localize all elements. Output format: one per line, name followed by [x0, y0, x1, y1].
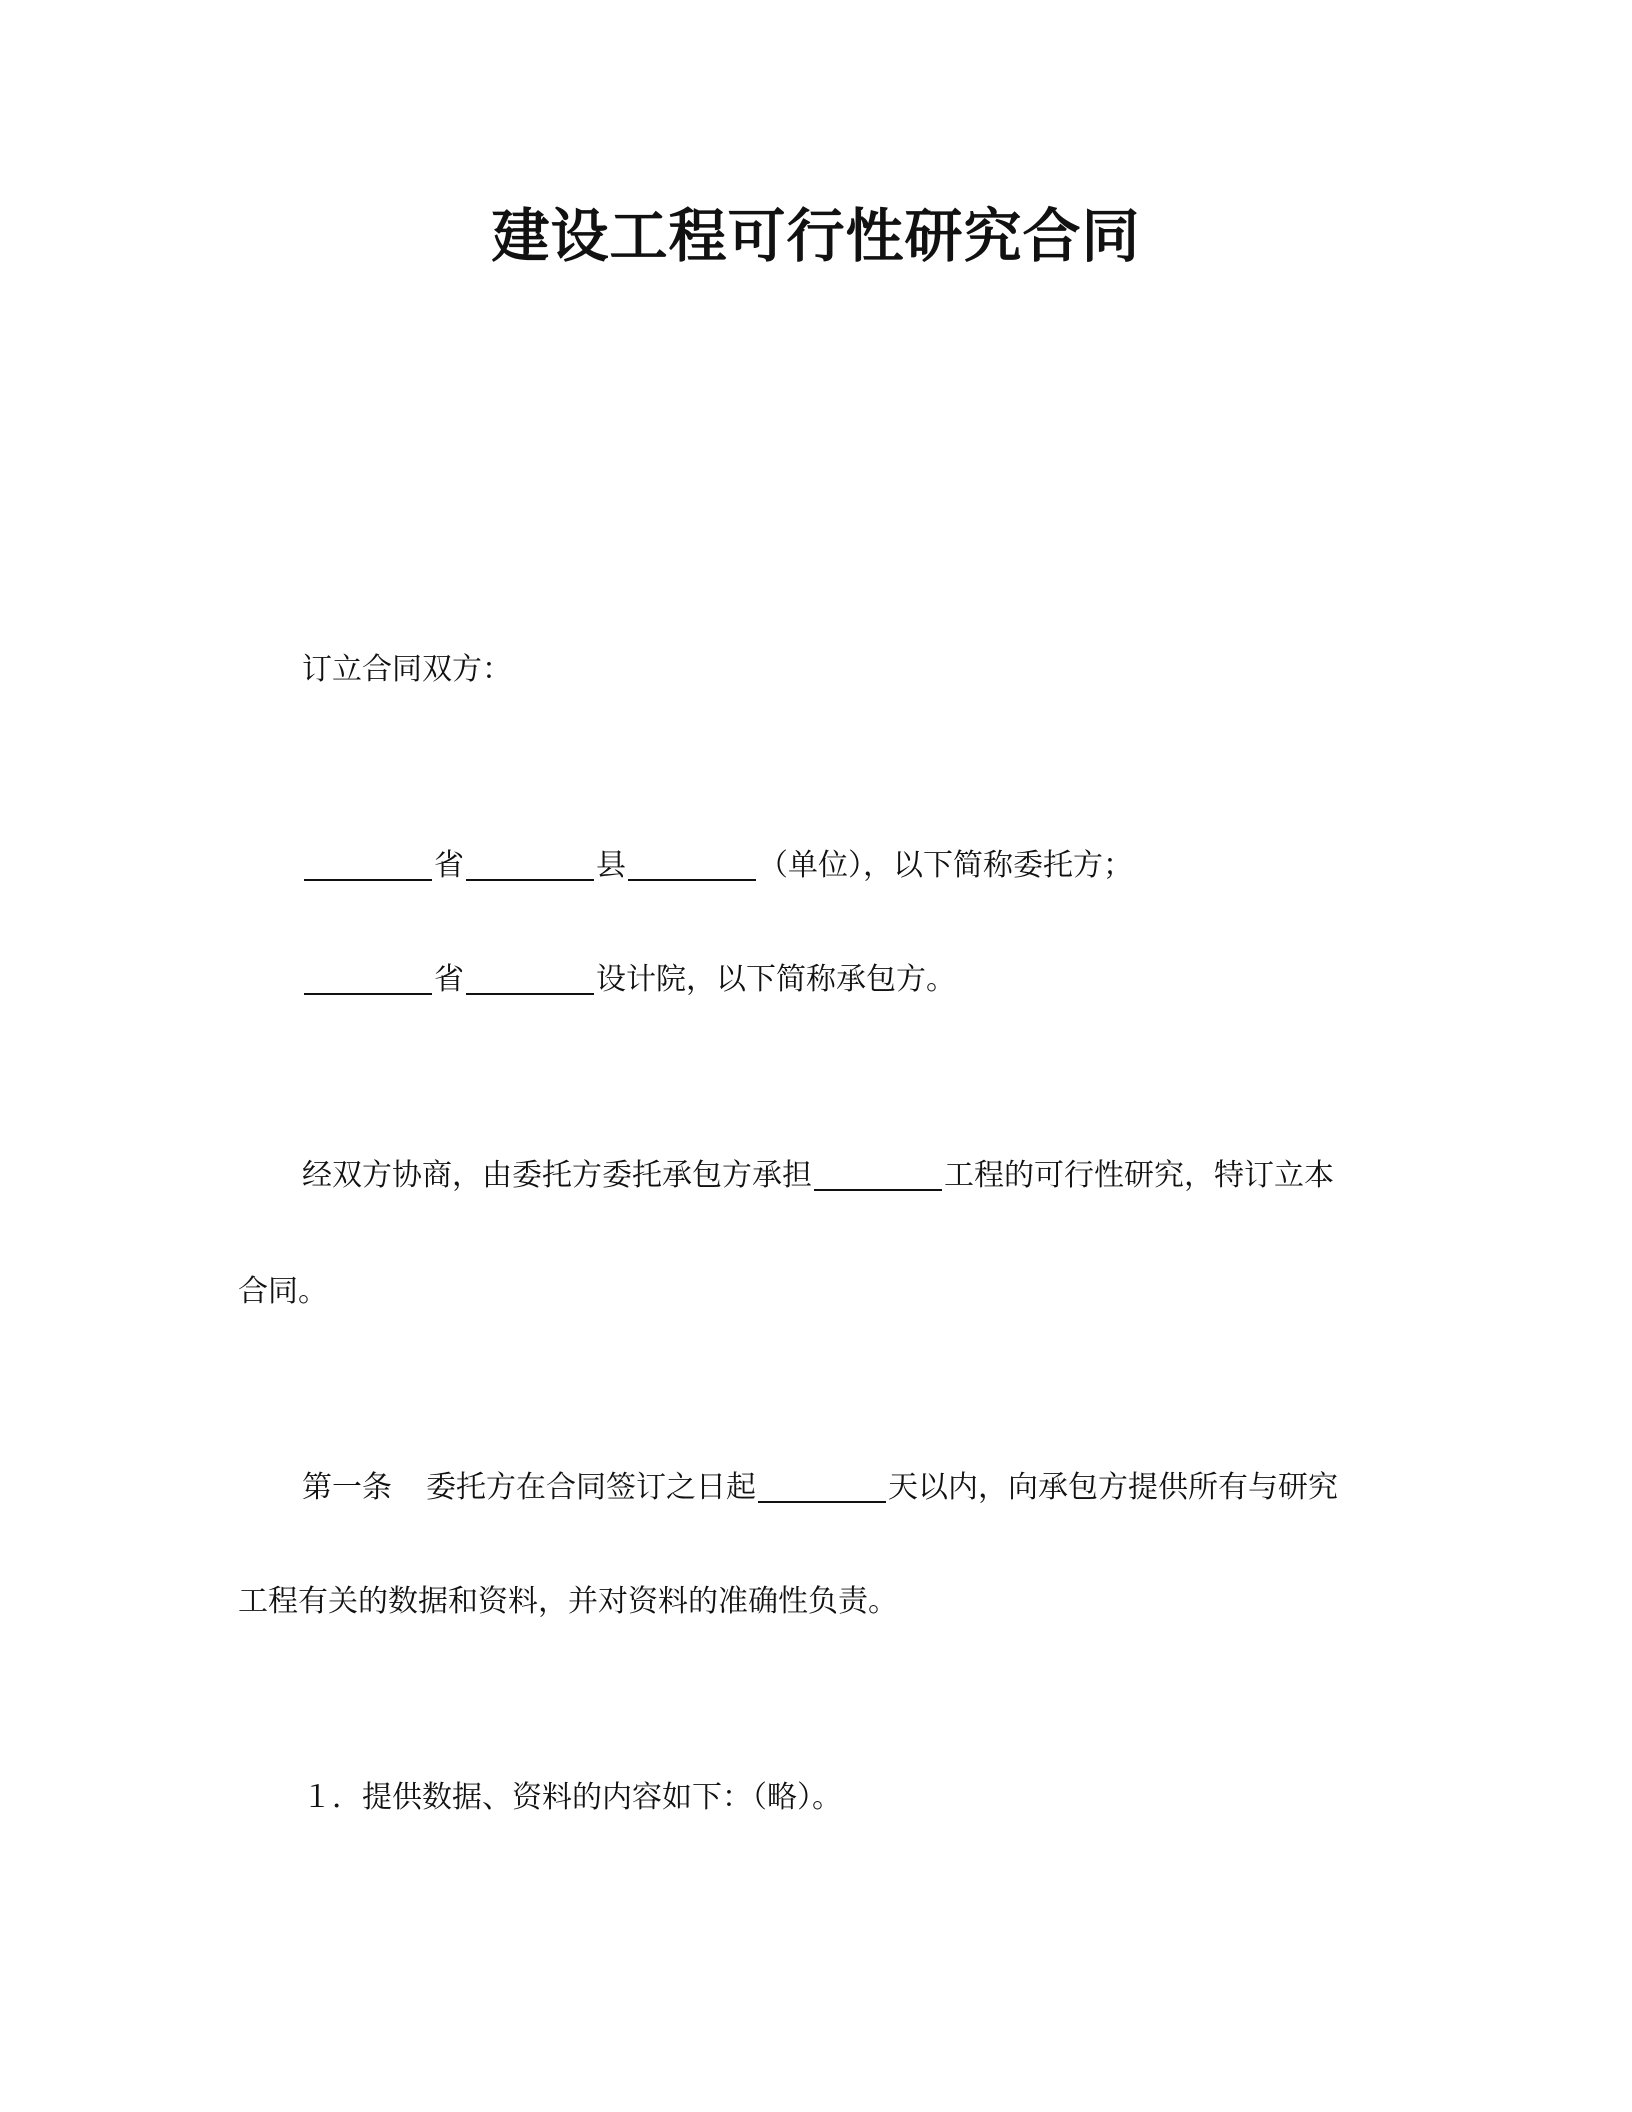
party-b-institute: 设计院，以下简称承包方。	[596, 962, 956, 997]
article1-label: 第一条	[302, 1470, 392, 1505]
intro-line-2: 合同。	[238, 1274, 328, 1309]
party-a-county: 县	[596, 848, 626, 883]
intro-line-1	[302, 1154, 1334, 1198]
blank-field	[304, 963, 432, 995]
article1-end: 天以内，向承包方提供所有与研究	[888, 1470, 1338, 1505]
party-b-line	[302, 958, 956, 1002]
document-title: 建设工程可行性研究合同	[491, 202, 1141, 270]
article1-start: 委托方在合同签订之日起	[426, 1470, 756, 1505]
article1-line-2: 工程有关的数据和资料，并对资料的准确性负责。	[238, 1584, 898, 1619]
blank-field	[628, 849, 756, 881]
blank-field	[466, 963, 594, 995]
blank-field	[758, 1471, 886, 1503]
intro-start: 经双方协商，由委托方委托承包方承担	[302, 1158, 812, 1193]
intro-end: 工程的可行性研究，特订立本	[944, 1158, 1334, 1193]
blank-field	[466, 849, 594, 881]
blank-field	[814, 1159, 942, 1191]
parties-heading: 订立合同双方：	[302, 652, 512, 687]
party-b-province: 省	[434, 962, 464, 997]
party-a-province: 省	[434, 848, 464, 883]
party-a-unit: （单位），以下简称委托方；	[758, 848, 1133, 883]
item-1: １．提供数据、资料的内容如下：（略）。	[302, 1780, 842, 1815]
article1-line-1	[302, 1466, 1338, 1510]
party-a-line	[302, 844, 1133, 888]
blank-field	[304, 849, 432, 881]
